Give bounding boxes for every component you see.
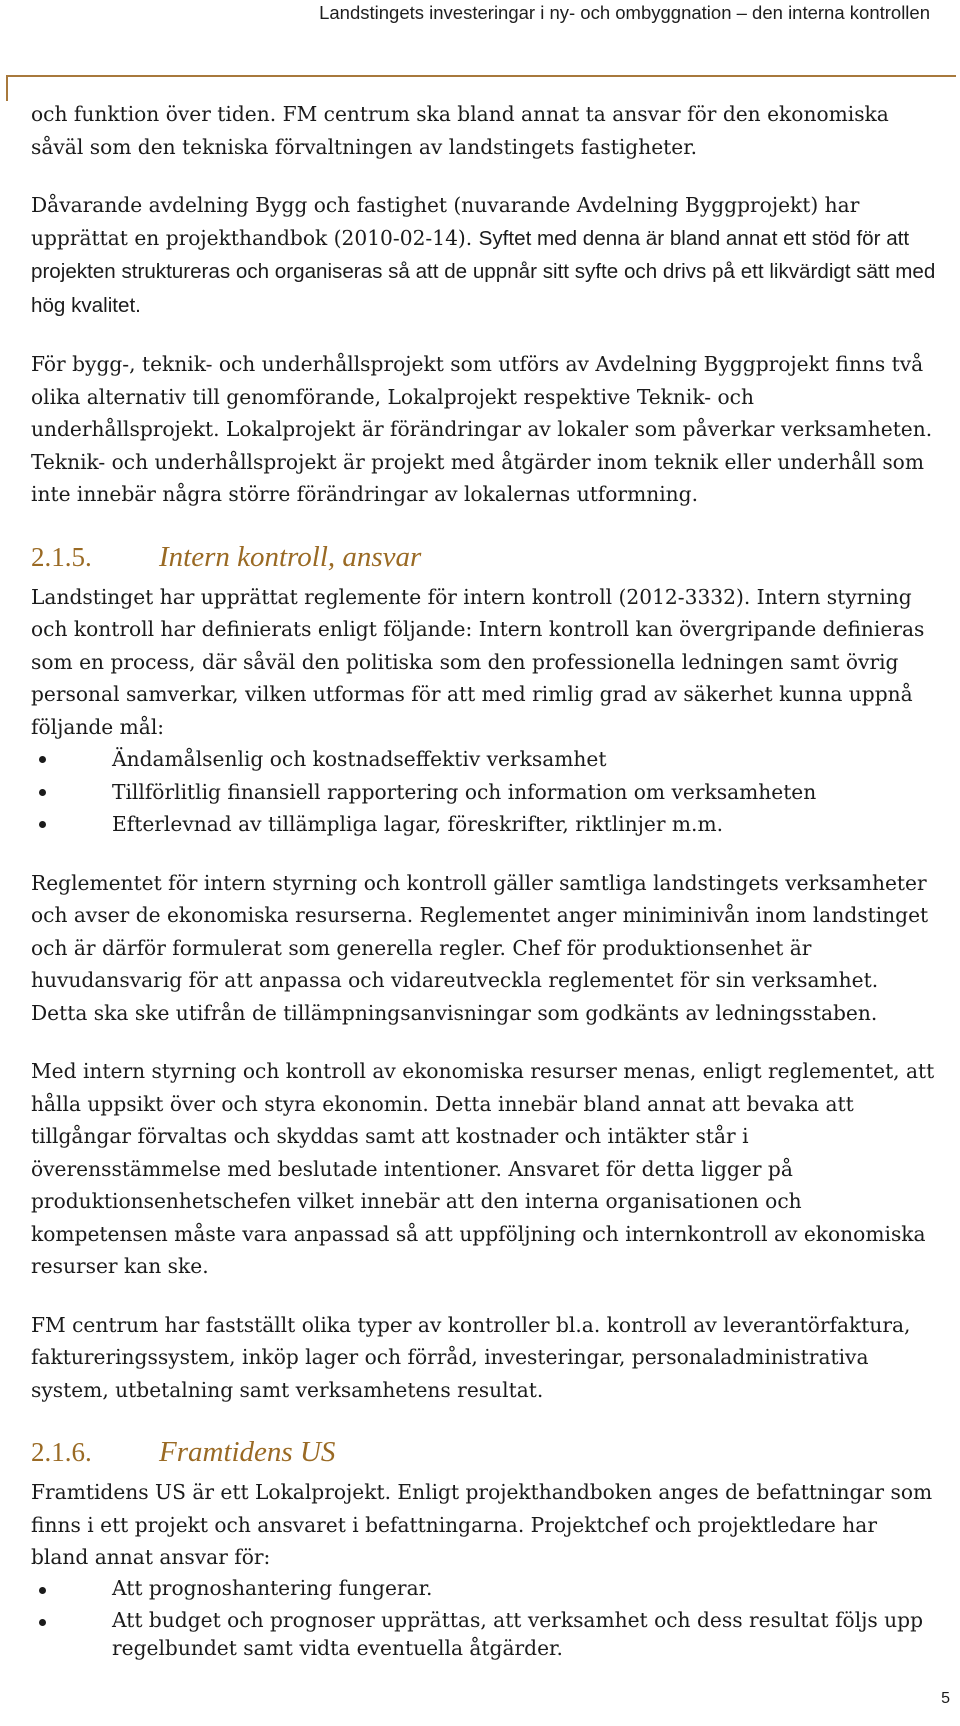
list-item: Ändamålsenlig och kostnadseffektiv verksamhet [31, 743, 936, 776]
section-heading-2-1-5 [31, 537, 936, 580]
corner-rule-vertical [6, 75, 8, 101]
page-number: 5 [941, 1690, 950, 1707]
section-title: Intern kontroll, ansvar [159, 540, 422, 573]
paragraph: Landstinget har upprättat reglemente för intern kontroll (2012-3332). Intern styrning och kontroll har definierats enligt följande: Intern kontroll kan övergripande definieras som en process, där såväl den politiska som den professionella ledningen samt övrig personal samverkar, vilken utformas för att med rimlig grad av säkerhet kunna uppnå följande mål: [31, 584, 925, 739]
document-body [31, 98, 936, 1688]
list-item: Att budget och prognoser upprättas, att verksamhet och dess resultat följs upp regelbundet samt vidta eventuella åtgärder. [31, 1606, 936, 1662]
list-item: Efterlevnad av tillämpliga lagar, föreskrifter, riktlinjer m.m. [31, 808, 936, 841]
list-item: Att prognoshantering fungerar. [31, 1574, 936, 1602]
paragraph: Framtidens US är ett Lokalprojekt. Enligt projekthandboken anges de befattningar som finns i ett projekt och ansvaret i befattningarna. Projektchef och projektledare har bland annat ansvar för: [31, 1480, 933, 1569]
paragraph [31, 189, 936, 322]
paragraph: Med intern styrning och kontroll av ekonomiska resurser menas, enligt reglementet, att hålla uppsikt över och styra ekonomin. Detta innebär bland annat att bevaka att tillgångar förvaltas och skyddas samt att kostnader och intäkter står i överensstämmelse med beslutade intentioner. Ansvaret för detta ligger på produktionsenhetschefen vilket innebär att den interna organisationen och kompetensen måste vara anpassad så att uppföljning och internkontroll av ekonomiska resurser kan ske. [31, 1059, 935, 1278]
bullet-list [31, 743, 936, 841]
section-number: 2.1.6. [31, 1437, 92, 1467]
section-title: Framtidens US [159, 1436, 336, 1468]
paragraph-part: Dåvarande avdelning Bygg och fastighet (nuvarande Avdelning Byggprojekt) har upprättat en projekthandbok (2010-02-14). [31, 193, 860, 250]
paragraph: Reglementet för intern styrning och kontroll gäller samtliga landstingets verksamheter och avser de ekonomiska resurserna. Reglementet anger miniminivån inom landstinget och är därför formulerat som generella regler. Chef för produktionsenhet är huvudansvarig för att anpassa och vidareutveckla reglementet för sin verksamhet. Detta ska ske utifrån de tillämpningsanvisningar som godkänts av ledningsstaben. [31, 870, 929, 1025]
list-item: Tillförlitlig finansiell rapportering och information om verksamheten [31, 776, 936, 809]
bullet-list [31, 1574, 936, 1662]
section-heading-2-1-6 [31, 1432, 936, 1475]
section-number: 2.1.5. [31, 541, 92, 572]
running-header: Landstingets investeringar i ny- och ombyggnation – den interna kontrollen [319, 2, 930, 23]
corner-rule-horizontal [6, 75, 956, 77]
paragraph: För bygg-, teknik- och underhållsprojekt som utförs av Avdelning Byggprojekt finns två olika alternativ till genomförande, Lokalprojekt respektive Teknik- och underhållsprojekt. Lokalprojekt är förändringar av lokaler som påverkar verksamheten. Teknik- och underhållsprojekt är projekt med åtgärder inom teknik eller underhåll som inte innebär några större förändringar av lokalernas utformning. [31, 352, 933, 506]
paragraph: och funktion över tiden. FM centrum ska bland annat ta ansvar för den ekonomiska såväl som den tekniska förvaltningen av landstingets fastigheter. [31, 102, 889, 159]
paragraph: FM centrum har fastställt olika typer av kontroller bl.a. kontroll av leverantörfaktura, faktureringssystem, inköp lager och förråd, investeringar, personaladministrativa system, utbetalning samt verksamhetens resultat. [31, 1312, 911, 1402]
paragraph-part-sans: Syftet med denna är bland annat ett stöd för att projekten struktureras och organiseras så att de uppnår sitt syfte och drivs på ett likvärdigt sätt med hög kvalitet. [31, 226, 936, 317]
